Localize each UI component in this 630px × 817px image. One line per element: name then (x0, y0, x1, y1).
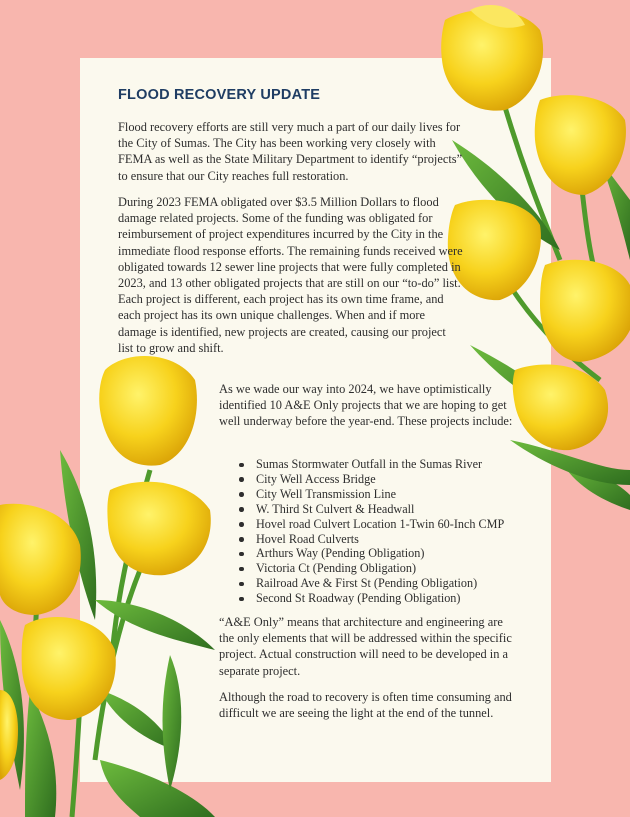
list-item: City Well Access Bridge (219, 472, 539, 487)
closing-paragraph: Although the road to recovery is often time consuming and difficult we are seeing the light at the end of the tunnel. (219, 690, 512, 721)
intro-paragraph: Flood recovery efforts are still very much a part of our daily lives for the City of Sumas. The City has been working very closely with FEMA as well as the State Military Department to identify “projects” to ensure that our City reaches full restoration. (118, 120, 463, 183)
list-item: W. Third St Culvert & Headwall (219, 502, 539, 517)
ae-only-paragraph: “A&E Only” means that architecture and engineering are the only elements that will be addressed within the specific project. Actual construction will need to be developed in a separate project. (219, 615, 512, 678)
projects-intro-paragraph: As we wade our way into 2024, we have optimistically identified 10 A&E Only projects that we are hoping to get well underway before the year-end. These projects include: (219, 382, 513, 429)
list-item: Arthurs Way (Pending Obligation) (219, 546, 539, 561)
page-title: FLOOD RECOVERY UPDATE (118, 87, 321, 103)
list-item: Sumas Stormwater Outfall in the Sumas River (219, 457, 539, 472)
list-item: Hovel road Culvert Location 1-Twin 60-Inch CMP (219, 517, 539, 532)
list-item: Railroad Ave & First St (Pending Obligation) (219, 576, 539, 591)
funding-paragraph: During 2023 FEMA obligated over $3.5 Million Dollars to flood damage related projects. Some of the funding was obligated for reimbursement of project expenditures incurred by the City in the immediate flood response efforts. The remaining funds received were obligated towards 12 sewer line projects that were fully completed in 2023, and 13 other obligated projects that are still on our “to-do” list. Each project is different, each project has its own time frame, and each project has its own unique challenges. When and if more damage is identified, new projects are created, causing our project list to grow and shift. (118, 195, 463, 355)
list-item: City Well Transmission Line (219, 487, 539, 502)
list-item: Victoria Ct (Pending Obligation) (219, 561, 539, 576)
project-list (219, 457, 539, 606)
list-item: Second St Roadway (Pending Obligation) (219, 591, 539, 606)
list-item: Hovel Road Culverts (219, 532, 539, 547)
